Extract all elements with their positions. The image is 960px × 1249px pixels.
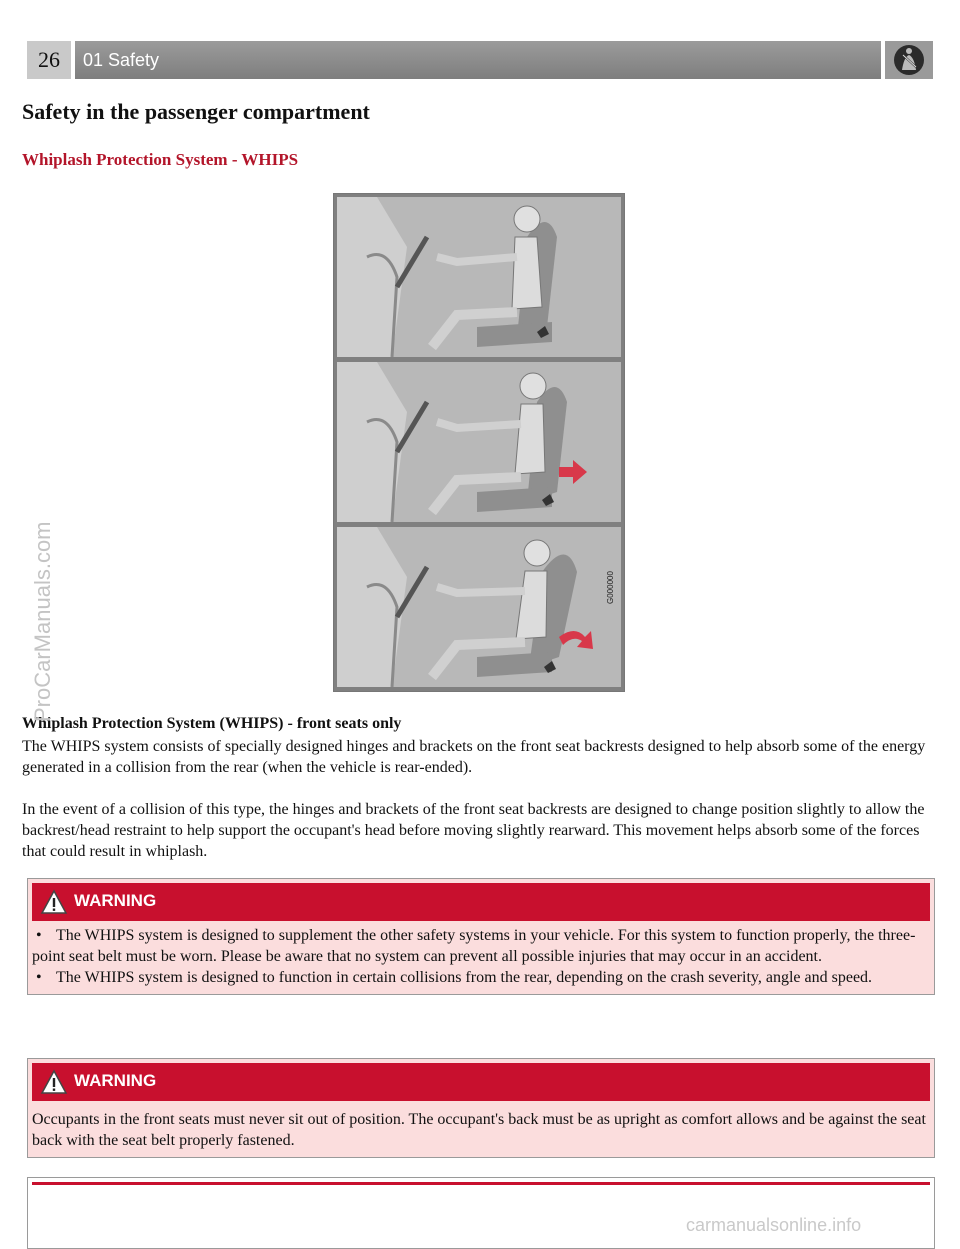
warning-label: WARNING bbox=[74, 891, 157, 910]
bullet-icon: • bbox=[36, 969, 42, 986]
warning-item-text: The WHIPS system is designed to supplement the other safety systems in your vehicle. For this system to function properly, the three-point seat belt must be worn. Please be aware that no system can prevent all possible injuries that may occur in an accident. bbox=[32, 927, 916, 965]
bullet-icon: • bbox=[36, 927, 42, 944]
body-paragraph: In the event of a collision of this type, the hinges and brackets of the front seat backrests are designed to change position slightly to allow the backrest/head restraint to help support the occupant's head before moving slightly rearward. This movement helps absorb some of the forces that could result in whiplash. bbox=[22, 801, 925, 860]
warning-label: WARNING bbox=[74, 1071, 157, 1090]
warning-list-item bbox=[32, 925, 930, 967]
chapter-bar bbox=[75, 41, 881, 79]
next-warning-box bbox=[27, 1177, 935, 1249]
warning-box bbox=[27, 878, 935, 995]
side-watermark: ProCarManuals.com bbox=[30, 521, 55, 722]
page-number: 26 bbox=[27, 41, 71, 79]
warning-header bbox=[32, 1063, 930, 1101]
seatbelt-chapter-icon bbox=[885, 41, 933, 79]
warning-text: Occupants in the front seats must never sit out of position. The occupant's back must be as upright as comfort allows and be against the seat back with the seat belt properly fastened. bbox=[32, 1111, 926, 1149]
figure-panel-rearward bbox=[337, 362, 621, 522]
section-subtitle: Whiplash Protection System - WHIPS bbox=[22, 150, 299, 169]
whips-illustration bbox=[333, 193, 625, 692]
figure-caption: Whiplash Protection System (WHIPS) - front seats only bbox=[22, 715, 402, 732]
figure-panel-normal bbox=[337, 197, 621, 357]
warning-header bbox=[32, 883, 930, 921]
warning-triangle-icon bbox=[40, 889, 68, 915]
warning-header-bar bbox=[32, 1182, 930, 1185]
warning-item-text: The WHIPS system is designed to function in certain collisions from the rear, depending on the crash severity, angle and speed. bbox=[56, 969, 873, 986]
warning-triangle-icon bbox=[40, 1069, 68, 1095]
page-header bbox=[27, 41, 933, 79]
figure-panel-tilt bbox=[337, 527, 621, 687]
page-title: Safety in the passenger compartment bbox=[22, 99, 370, 124]
warning-list-item bbox=[32, 967, 930, 988]
body-paragraph: The WHIPS system consists of specially designed hinges and brackets on the front seat backrests designed to help absorb some of the energy generated in a collision from the rear (when the vehicle is rear-ended). bbox=[22, 738, 926, 776]
figure-code: G000000 bbox=[606, 571, 615, 604]
warning-body bbox=[28, 925, 934, 994]
warning-box bbox=[27, 1058, 935, 1158]
chapter-title: 01 Safety bbox=[83, 50, 160, 70]
warning-body bbox=[28, 1105, 934, 1157]
bottom-watermark: carmanualsonline.info bbox=[686, 1215, 862, 1235]
